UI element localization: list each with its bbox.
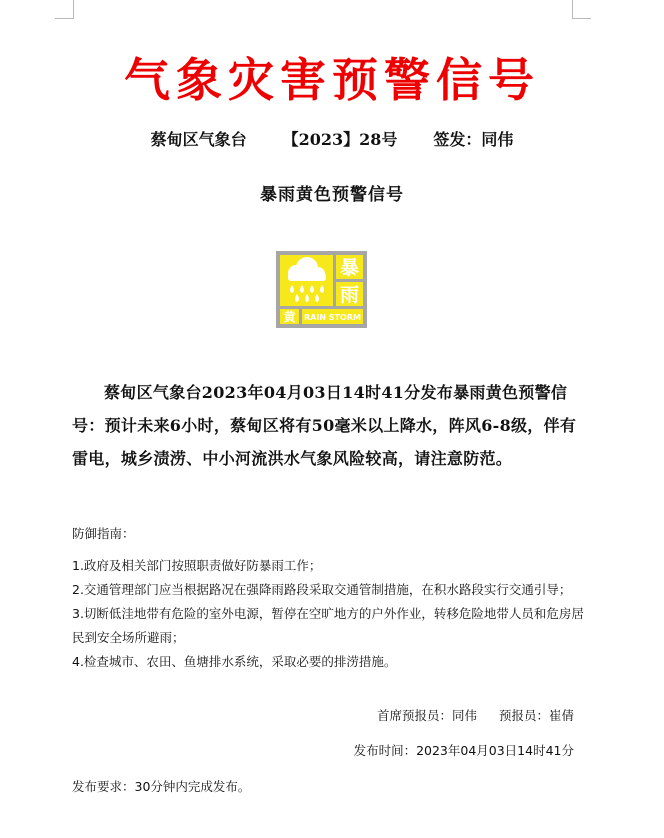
rainstorm-icon-graphic	[276, 251, 367, 328]
warning-body-paragraph: 蔡甸区气象台2023年04月03日14时41分发布暴雨黄色预警信号：预计未来6小时，蔡甸区将有50毫米以上降水，阵风6-8级，伴有雷电，城乡渍涝、中小河流洪水气象风险较高，请注意防范。	[72, 383, 577, 468]
guide-item: 4.检查城市、农田、鱼塘排水系统，采取必要的排涝措施。	[72, 654, 397, 669]
document-number: 【2023】28号	[282, 130, 398, 149]
signer: 签发：同伟	[433, 130, 514, 149]
issue-time: 发布时间：2023年04月03日14时41分	[353, 743, 574, 758]
forecasters-line	[0, 706, 574, 724]
page-corner-mark-right	[572, 0, 591, 19]
page-corner-mark-left	[55, 0, 74, 19]
issuer-line	[0, 127, 664, 150]
icon-english-label: RAIN STORM	[304, 313, 361, 322]
chief-forecaster: 首席预报员：同伟	[376, 708, 477, 723]
icon-level-char: 黄	[283, 310, 296, 324]
guide-heading: 防御指南：	[72, 526, 135, 541]
guide-item: 2.交通管理部门应当根据路况在强降雨路段采取交通管制措施，在积水路段实行交通引导；	[72, 582, 572, 597]
document-title: 气象灾害预警信号	[124, 53, 540, 107]
icon-char-bottom: 雨	[339, 284, 360, 306]
guide-item: 1.政府及相关部门按照职责做好防暴雨工作；	[72, 558, 322, 573]
warning-body	[72, 376, 592, 475]
guide-item: 3.切断低洼地带有危险的室外电源，暂停在空旷地方的户外作业，转移危险地带人员和危房居民到安全场所避雨；	[72, 606, 584, 645]
icon-char-top: 暴	[339, 257, 360, 279]
defense-guide	[72, 522, 592, 674]
rainstorm-yellow-warning-icon	[276, 251, 367, 328]
warning-subtitle: 暴雨黄色预警信号	[260, 185, 404, 205]
forecaster: 预报员：崔倩	[498, 708, 574, 723]
issuer-name: 蔡甸区气象台	[150, 130, 247, 149]
publish-requirement: 发布要求：30分钟内完成发布。	[72, 779, 251, 794]
